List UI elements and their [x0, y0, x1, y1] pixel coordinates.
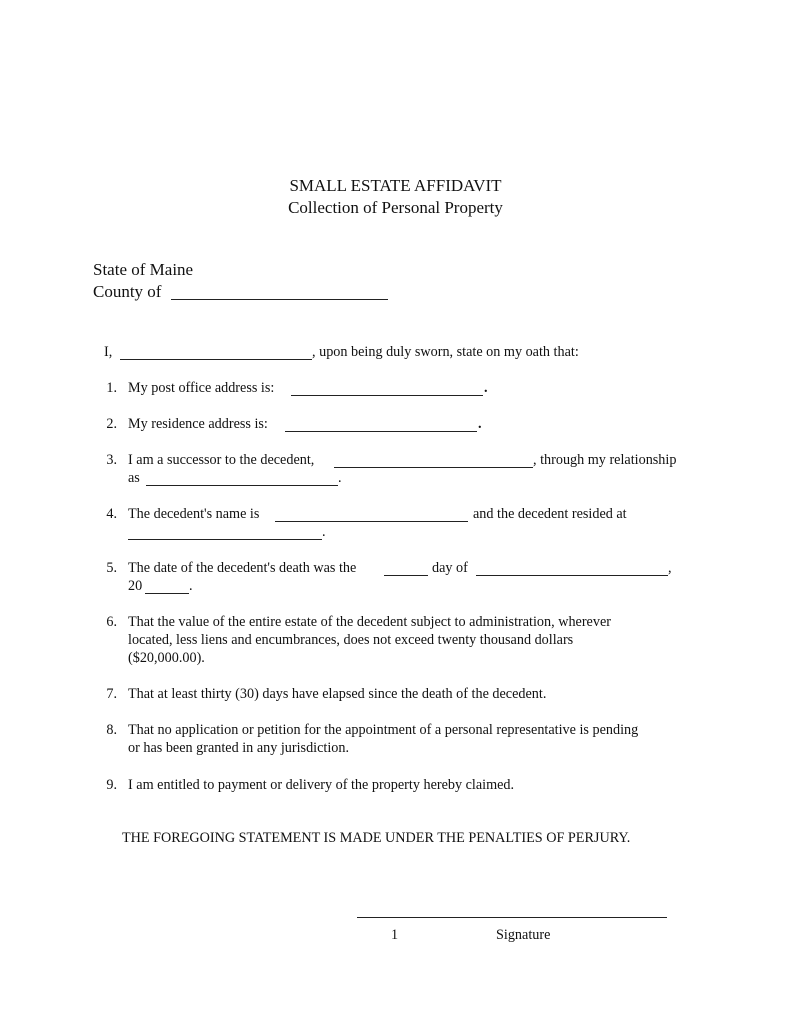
oath-suffix: , upon being duly sworn, state on my oath that:	[312, 344, 579, 360]
item-3-period: .	[338, 470, 342, 486]
item-7-number: 7.	[106, 686, 117, 702]
item-3-number: 3.	[106, 452, 117, 468]
item-5-number: 5.	[106, 560, 117, 576]
item-6-line-1: That the value of the entire estate of the decedent subject to administration, wherever	[128, 614, 611, 630]
county-label: County of	[93, 282, 162, 301]
item-7-line-1: That at least thirty (30) days have elapsed since the death of the decedent.	[128, 686, 547, 702]
item-1-number: 1.	[106, 380, 117, 396]
item-9-line-1: I am entitled to payment or delivery of the property hereby claimed.	[128, 777, 515, 793]
decedent-residence-blank[interactable]	[128, 539, 322, 540]
item-6-number: 6.	[106, 614, 117, 630]
signature-line[interactable]	[357, 917, 667, 918]
perjury-statement: THE FOREGOING STATEMENT IS MADE UNDER THE PENALTIES OF PERJURY.	[122, 830, 631, 846]
item-4-resided-text: and the decedent resided at	[473, 506, 627, 522]
affiant-name-blank[interactable]	[120, 359, 312, 360]
item-5-comma: ,	[668, 560, 672, 576]
item-2-number: 2.	[106, 416, 117, 432]
item-4-number: 4.	[106, 506, 117, 522]
item-4-text: The decedent's name is	[128, 506, 260, 522]
item-8-number: 8.	[106, 722, 117, 738]
item-1-period: .	[484, 380, 488, 396]
death-day-blank[interactable]	[384, 575, 428, 576]
death-year-blank[interactable]	[145, 593, 189, 594]
item-5-year-prefix: 20	[128, 578, 143, 594]
item-6-line-3: ($20,000.00).	[128, 650, 205, 666]
item-2-period: .	[478, 416, 482, 432]
item-5-period: .	[189, 578, 193, 594]
item-1-text: My post office address is:	[128, 380, 275, 396]
residence-address-blank[interactable]	[285, 431, 477, 432]
item-2-text: My residence address is:	[128, 416, 268, 432]
decedent-name-blank[interactable]	[275, 521, 468, 522]
item-4-period: .	[322, 524, 326, 540]
oath-prefix: I,	[104, 344, 113, 360]
post-office-address-blank[interactable]	[291, 395, 483, 396]
state-label: State of Maine	[93, 260, 194, 279]
county-blank[interactable]	[171, 299, 388, 300]
document-subtitle: Collection of Personal Property	[288, 198, 503, 217]
signature-label: Signature	[496, 927, 551, 943]
item-3-relationship-text: , through my relationship	[533, 452, 677, 468]
item-8-line-1: That no application or petition for the appointment of a personal representative is pending	[128, 722, 639, 738]
item-9-number: 9.	[106, 777, 117, 793]
document-title: SMALL ESTATE AFFIDAVIT	[289, 176, 502, 195]
item-3-text: I am a successor to the decedent,	[128, 452, 315, 468]
item-5-text: The date of the decedent's death was the	[128, 560, 357, 576]
successor-blank[interactable]	[334, 467, 533, 468]
relationship-blank[interactable]	[146, 485, 338, 486]
item-3-as-text: as	[128, 470, 140, 486]
item-8-line-2: or has been granted in any jurisdiction.	[128, 740, 350, 756]
death-month-blank[interactable]	[476, 575, 668, 576]
item-5-day-of-text: day of	[432, 560, 468, 576]
page-number: 1	[391, 927, 399, 943]
item-6-line-2: located, less liens and encumbrances, does not exceed twenty thousand dollars	[128, 632, 574, 648]
